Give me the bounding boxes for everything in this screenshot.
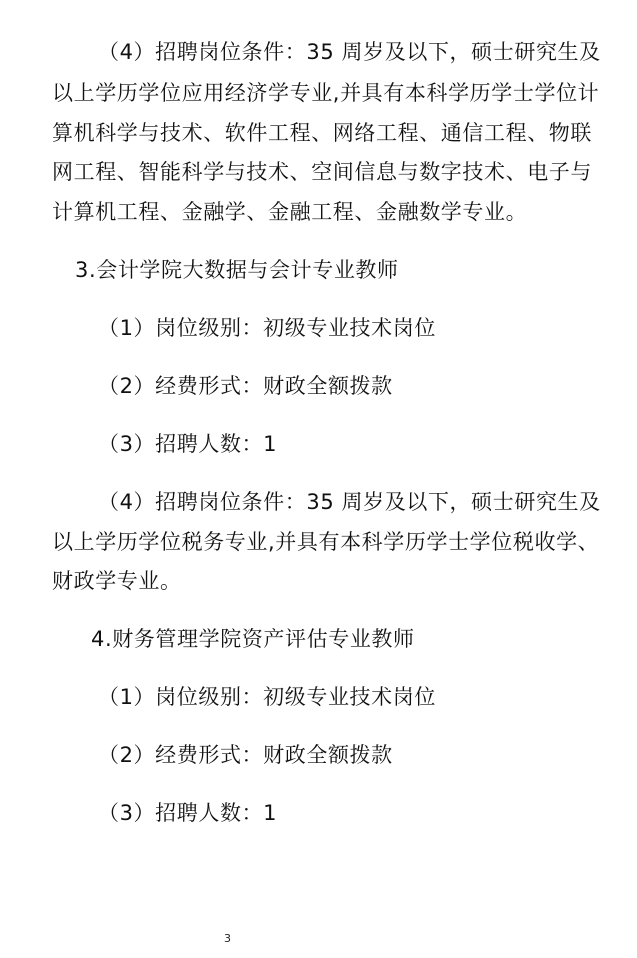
section4-heading: 4.财务管理学院资产评估专业教师 — [91, 627, 415, 651]
section3-item4-line2: 以上学历学位税务专业,并具有本科学历学士学位税收学、 — [52, 530, 600, 554]
page-number: 3 — [224, 932, 231, 945]
section2-item4-line1: （4）招聘岗位条件：35 周岁及以下，硕士研究生及 — [98, 40, 601, 64]
section3-item2: （2）经费形式：财政全额拨款 — [98, 374, 393, 398]
section4-item1: （1）岗位级别：初级专业技术岗位 — [98, 685, 436, 709]
section2-item4-line2: 以上学历学位应用经济学专业,并具有本科学历学士学位计 — [52, 81, 600, 105]
section4-item2: （2）经费形式：财政全额拨款 — [98, 743, 393, 767]
section3-item4-line1: （4）招聘岗位条件：35 周岁及以下，硕士研究生及 — [98, 490, 601, 514]
section4-item3: （3）招聘人数：1 — [98, 801, 278, 825]
section3-item3: （3）招聘人数：1 — [98, 432, 278, 456]
section2-item4-line4: 网工程、智能科学与技术、空间信息与数字技术、电子与 — [52, 160, 592, 184]
section2-item4-line3: 算机科学与技术、软件工程、网络工程、通信工程、物联 — [52, 121, 592, 145]
section3-heading: 3.会计学院大数据与会计专业教师 — [75, 258, 399, 282]
section3-item1: （1）岗位级别：初级专业技术岗位 — [98, 316, 436, 340]
section3-item4-line3: 财政学专业。 — [52, 569, 182, 593]
section2-item4-line5: 计算机工程、金融学、金融工程、金融数学专业。 — [52, 200, 528, 224]
